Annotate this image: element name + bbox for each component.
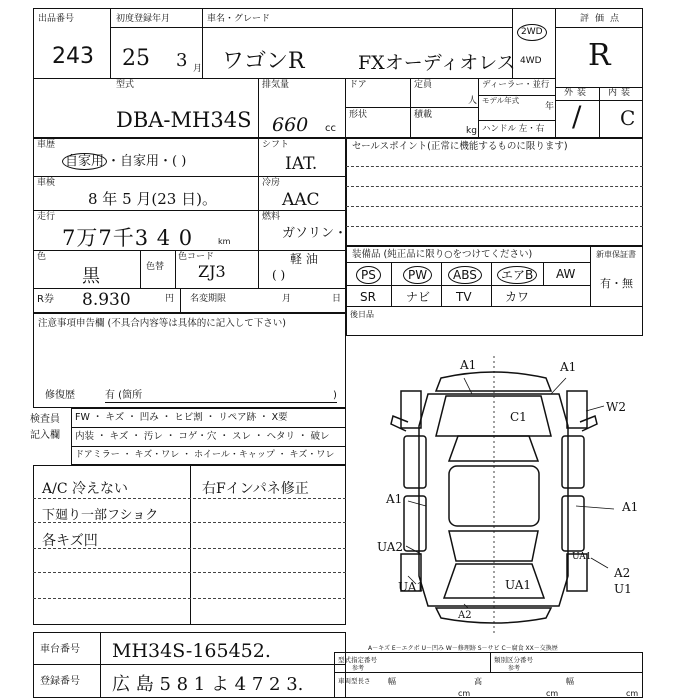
divider	[140, 250, 141, 288]
comment-left-1: A/C 冷えない	[42, 481, 128, 497]
cm-unit-1: cm	[458, 689, 471, 698]
cm-unit-3: cm	[626, 689, 639, 698]
divider	[33, 572, 346, 573]
mark-ua1-left: UA1	[398, 580, 425, 594]
chassis-label: 車台番号	[40, 644, 80, 655]
divider	[110, 8, 111, 78]
fuel-value: ガソリン・	[282, 226, 348, 241]
divider	[33, 176, 346, 177]
mark-a2-bottom: A2	[458, 610, 472, 621]
recycle-value: 8.930	[82, 290, 131, 310]
divider	[180, 288, 181, 313]
divider	[346, 226, 643, 227]
equip-ps: PS	[356, 266, 381, 284]
mark-ua1-right: UA1	[572, 552, 592, 562]
notes-label: 注意事項申告欄 (不具合内容等は具体的に記入して下さい)	[38, 318, 286, 329]
spec-footer-frame	[334, 652, 643, 698]
divider	[110, 27, 512, 28]
aftermarket-label: 後日品	[350, 310, 374, 319]
shift-label: シフト	[262, 140, 290, 150]
ref-label: 参考	[352, 665, 365, 672]
score-label: 評価点	[580, 14, 626, 24]
handle-label: ハンドル 左・右	[482, 124, 545, 134]
divider	[478, 95, 555, 96]
divider	[33, 78, 555, 79]
color-code-label: 色コード	[178, 252, 215, 262]
dealer-label: ディーラー・並行	[482, 80, 550, 90]
divider	[512, 8, 513, 78]
divider	[346, 262, 590, 263]
equip-leather: カワ	[505, 290, 530, 304]
chassis-value: MH34S-165452.	[112, 640, 271, 662]
inspector-label-1: 検査員	[30, 414, 60, 425]
color-change-label: 色替	[146, 262, 165, 272]
name-change-label: 名変期限	[190, 294, 227, 304]
equip-airbag: エアB	[497, 266, 537, 284]
plate-label: 登録番号	[40, 676, 80, 687]
divider	[346, 186, 643, 187]
lot-label: 出品番号	[38, 14, 75, 24]
equipment-label: 装備品 (純正品に限り○をつけてください)	[352, 249, 533, 260]
shift-value: IAT.	[285, 154, 318, 174]
divider	[334, 672, 643, 673]
door-label: ドア	[349, 80, 367, 90]
mark-w2: W2	[606, 400, 626, 414]
inspector-row-2: 内装 ・ キズ ・ 汚レ ・ コゲ・穴 ・ スレ ・ ヘタリ ・ 破レ	[75, 431, 330, 442]
divider	[478, 120, 555, 121]
equip-abs: ABS	[448, 266, 482, 284]
divider	[478, 78, 479, 138]
capacity-unit: 人	[468, 96, 478, 106]
month-unit-2: 月	[282, 294, 292, 304]
class-label: 類別区分番号	[494, 656, 533, 664]
divider	[590, 246, 591, 306]
cc-unit: cc	[325, 123, 336, 134]
drive-4wd: 4WD	[520, 56, 542, 66]
plate-value: 広 島 5 8 1 よ 4 7 2 3.	[112, 674, 304, 695]
repair-close: )	[333, 390, 337, 401]
width-label: 幅	[566, 677, 574, 686]
divider	[543, 262, 544, 285]
shape-label: 形状	[349, 110, 368, 120]
model-value: DBA-MH34S	[116, 108, 252, 132]
inspector-row-3: ドアミラー ・ キズ・ワレ ・ ホイール・キャップ ・ キズ・ワレ	[75, 450, 335, 460]
equip-pw: PW	[403, 266, 432, 284]
divider	[555, 27, 643, 28]
sales-point-frame	[346, 138, 643, 246]
divider	[599, 87, 600, 138]
car-name-label: 車名・グレード	[207, 14, 271, 24]
repair-label: 修復歴	[45, 390, 75, 401]
year-unit: 年	[545, 102, 555, 112]
car-damage-diagram	[346, 336, 643, 641]
inspector-row-1: FW ・ キズ ・ 凹み ・ ヒビ割 ・ リペア跡 ・ X要	[75, 412, 288, 423]
equip-tv: TV	[456, 290, 472, 304]
length-label: 車両型長さ	[338, 677, 371, 685]
divider	[100, 632, 101, 698]
divider	[33, 210, 346, 211]
divider	[345, 78, 346, 138]
divider	[346, 306, 643, 307]
width-label-top: 幅	[388, 677, 396, 686]
color-label: 色	[37, 252, 47, 262]
mark-a1-top-right: A1	[560, 360, 577, 374]
divider	[105, 402, 337, 403]
comment-left-2: 下廻り一部フショク	[42, 508, 159, 523]
comment-left-3: 各キズ凹	[42, 533, 98, 549]
divider	[190, 465, 191, 625]
history-label: 車歴	[37, 140, 56, 150]
equip-aw: AW	[556, 267, 576, 281]
reg-year-value: 25	[122, 46, 150, 71]
load-unit: kg	[466, 126, 477, 136]
divider	[33, 498, 346, 499]
day-unit: 日	[332, 294, 342, 304]
divider	[33, 664, 346, 665]
reg-month-value: 3	[176, 50, 188, 71]
displacement-value: 660	[272, 114, 309, 136]
divider	[410, 78, 411, 138]
shaken-label: 車検	[37, 178, 56, 188]
divider	[346, 166, 643, 167]
divider	[346, 206, 643, 207]
cm-unit-2: cm	[546, 689, 559, 698]
color-value: 黒	[82, 266, 100, 287]
history-value-text: ・自家用・( )	[107, 154, 187, 169]
km-unit: km	[218, 237, 231, 246]
mileage-label: 走行	[37, 212, 56, 222]
height-label: 高	[474, 677, 482, 686]
mark-ua2-left: UA2	[377, 540, 404, 554]
divider	[175, 250, 176, 288]
divider	[202, 8, 203, 78]
mark-a2-right: A2	[614, 566, 631, 580]
ac-value: AAC	[282, 190, 320, 210]
mark-a1-right: A1	[622, 500, 639, 514]
car-outline-icon	[391, 356, 597, 636]
model-year-label: モデル年式	[482, 96, 520, 105]
fuel-value-3: ( )	[272, 268, 286, 282]
mark-a1-top-left: A1	[460, 358, 477, 372]
divider	[33, 598, 346, 599]
divider	[346, 285, 590, 286]
comment-right-1: 右Fインパネ修正	[202, 481, 309, 497]
capacity-label: 定員	[414, 80, 433, 90]
history-value: 自家用 ・自家用・( )	[62, 150, 186, 169]
color-code-value: ZJ3	[198, 262, 226, 281]
mileage-value: 7万7千3 4 0	[62, 226, 194, 250]
divider	[258, 78, 259, 138]
type-cert-label: 型式指定番号	[338, 656, 377, 664]
mark-a1-left: A1	[386, 492, 403, 506]
equip-sr: SR	[360, 290, 376, 304]
divider	[491, 262, 492, 306]
divider	[33, 288, 346, 289]
displacement-label: 排気量	[262, 80, 290, 90]
car-name: ワゴンR	[222, 49, 305, 74]
divider	[441, 262, 442, 306]
model-label: 型式	[116, 80, 135, 90]
reg-year-label: 初度登録年月	[116, 14, 171, 24]
mark-u1-right: U1	[614, 582, 632, 596]
drive-2wd: 2WD	[517, 24, 547, 41]
repair-value: 有 (箇所	[105, 390, 143, 401]
divider	[258, 138, 259, 288]
fuel-label: 燃料	[262, 212, 281, 222]
load-label: 積載	[414, 110, 433, 120]
shaken-value: 8 年 5 月(23 日)。	[88, 190, 217, 208]
score-value: R	[588, 38, 611, 73]
lot-number: 243	[52, 44, 94, 69]
recycle-label: R券	[37, 294, 54, 305]
fuel-value-2: 軽 油	[290, 252, 318, 266]
divider	[71, 446, 346, 447]
yen-unit: 円	[165, 294, 175, 304]
damage-legend: A－キズ E－エクボ U－凹み W－修理跡 S－サビ C－腐食 XX－交換歴	[368, 645, 558, 652]
divider	[490, 652, 491, 672]
mark-c1: C1	[510, 410, 527, 424]
ac-label: 冷房	[262, 178, 281, 188]
ref-label-2: 参考	[508, 665, 521, 672]
month-unit: 月	[193, 64, 203, 74]
mark-ua1-center: UA1	[505, 578, 532, 592]
grade: FXオーディオレス	[358, 52, 516, 74]
inspector-label-2: 記入欄	[30, 430, 60, 441]
sales-point-label: セールスポイント(正常に機能するものに限ります)	[352, 141, 568, 152]
exterior-value: /	[572, 100, 582, 133]
exterior-label: 外装	[564, 88, 591, 98]
interior-value: C	[620, 106, 636, 130]
equip-navi: ナビ	[406, 290, 431, 304]
interior-label: 内装	[608, 88, 635, 98]
divider	[71, 427, 346, 428]
divider	[391, 262, 392, 306]
warranty-value: 有・無	[600, 277, 633, 290]
warranty-label: 新車保証書	[596, 250, 636, 259]
divider	[345, 107, 478, 108]
